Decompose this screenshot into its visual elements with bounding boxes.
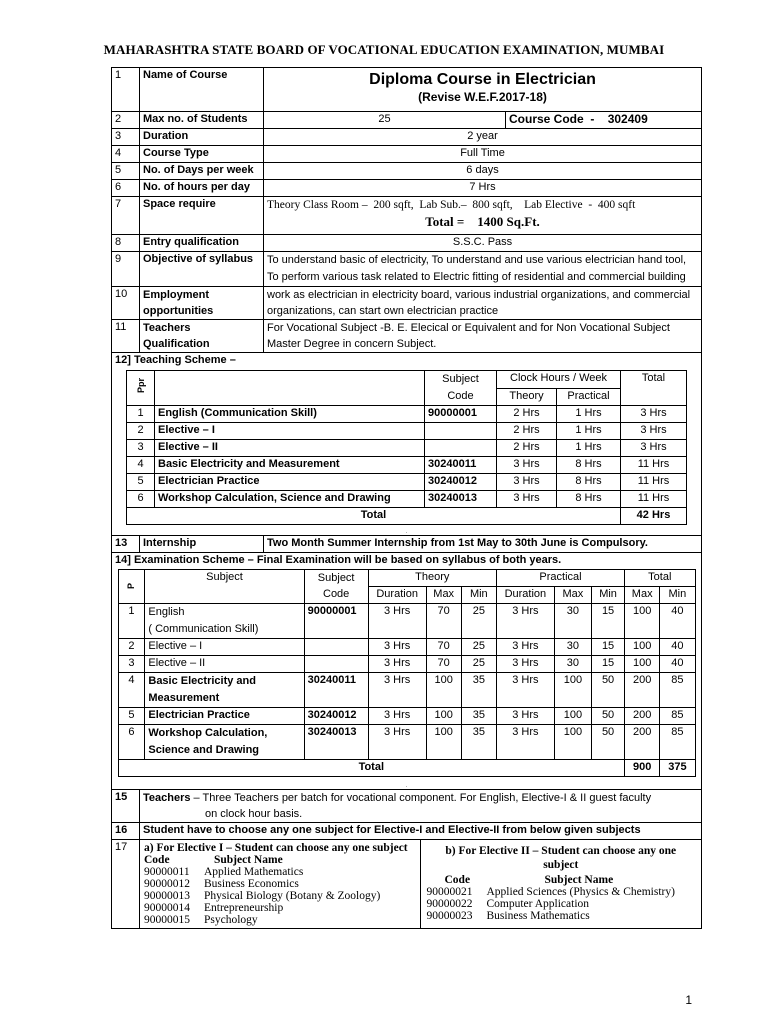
teaching-row: 2 Elective – I 2 Hrs 1 Hrs 3 Hrs <box>127 423 687 440</box>
row-course-name: 1 Name of Course Diploma Course in Electrician (Revise W.E.F.2017-18) <box>112 68 702 112</box>
elective-item: 90000015 Psychology <box>144 914 258 926</box>
document-header: MAHARASHTRA STATE BOARD OF VOCATIONAL EDUCATION EXAMINATION, MUMBAI <box>103 42 665 57</box>
row-elective-note: 16 Student have to choose any one subject for Elective-I and Elective-II from below given subjects <box>112 823 702 840</box>
row-employment: 10 Employment opportunities work as electrician in electricity board, various industrial organizations, and commercial organizations, can start own electrician practice <box>112 287 702 320</box>
row-teaching-scheme <box>112 353 702 536</box>
elective-i-list: a) For Elective I – Student can choose any one subject Code Subject Name 90000011 Applied Mathematics 90000012 Business Economics 90000013 Physical Biology (Botany & Zoology) 90000014 Entrepreneurship 90000015 Psychology <box>140 840 420 928</box>
course-code: Course Code - 302409 <box>506 112 702 129</box>
elective-item: 90000022 Computer Application <box>426 898 590 910</box>
exam-row: 1 English ( Communication Skill) 90000001 3 Hrs 70 25 3 Hrs 30 15 100 40 <box>118 604 695 639</box>
row-internship: 13 Internship Two Month Summer Internship from 1st May to 30th June is Compulsory. <box>112 536 702 553</box>
teaching-row: 1 English (Communication Skill) 90000001 2 Hrs 1 Hrs 3 Hrs <box>127 406 687 423</box>
row-course-type: 4 Course Type Full Time <box>112 146 702 163</box>
course-revision: (Revise W.E.F.2017-18) <box>418 90 547 104</box>
teaching-heading: 12] Teaching Scheme – <box>115 354 236 366</box>
elective-ii-list: b) For Elective II – Student can choose any one subject Code Subject Name 90000021 Applied Sciences (Physics & Chemistry) 90000022 Computer Application 90000023 Business Mathematics <box>420 840 701 928</box>
course-table <box>111 67 702 929</box>
exam-row: 6 Workshop Calculation, Science and Drawing 30240013 3 Hrs 100 35 3 Hrs 100 50 200 85 <box>118 725 695 760</box>
electives-table <box>140 840 701 928</box>
teaching-header: Ppr Subject Code Clock Hours / Week Total <box>127 371 687 389</box>
row-exam-scheme <box>112 553 702 790</box>
elective-item: 90000023 Business Mathematics <box>426 910 590 922</box>
space-total: Total = 1400 Sq.Ft. <box>425 214 540 229</box>
row-days-per-week: 5 No. of Days per week 6 days <box>112 163 702 180</box>
teaching-total-row: Total 42 Hrs <box>127 508 687 525</box>
exam-total-row: Total 900 375 <box>118 760 695 777</box>
elective-item: 90000014 Entrepreneurship <box>144 902 284 914</box>
elective-item: 90000021 Applied Sciences (Physics & Chemistry) <box>426 886 675 898</box>
exam-row: 3 Elective – II 3 Hrs 70 25 3 Hrs 30 15 100 40 <box>118 656 695 673</box>
teaching-row: 6 Workshop Calculation, Science and Drawing 30240013 3 Hrs 8 Hrs 11 Hrs <box>127 491 687 508</box>
teaching-row: 4 Basic Electricity and Measurement 30240011 3 Hrs 8 Hrs 11 Hrs <box>127 457 687 474</box>
row-teachers: 15 Teachers – Three Teachers per batch for vocational component. For English, Elective-I & II guest faculty on clock hour basis. <box>112 790 702 823</box>
row-hours-per-day: 6 No. of hours per day 7 Hrs <box>112 180 702 197</box>
exam-row: 4 Basic Electricity and Measurement 30240011 3 Hrs 100 35 3 Hrs 100 50 200 85 <box>118 673 695 708</box>
page-number: 1 <box>685 993 692 1007</box>
exam-header: P Subject Subject Code Theory Practical Total <box>118 570 695 587</box>
teaching-row: 3 Elective – II 2 Hrs 1 Hrs 3 Hrs <box>127 440 687 457</box>
course-title: Diploma Course in Electrician <box>369 71 596 88</box>
exam-table: P Subject Subject Code Theory Practical Total Duration Max Min Duration Max Min Max Min 1 English ( Communication Skill) 90000001 3 Hrs 70 25 3 Hrs 30 15 100 40 2 Elective – I 3 Hrs 70 25 3 Hrs 30 15 100 40 3 Elective – II 3 Hrs 70 25 3 Hrs 30 15 100 40 4 Basic Electricity and Measurement 30240011 3 Hrs 100 35 3 Hrs 100 50 200 85 5 Electrician Practice 30240012 3 Hrs 100 35 3 Hrs 100 50 200 85 6 Workshop Calculation, Science and Drawing 30240013 3 Hrs 100 35 3 Hrs 100 50 200 85 Total 900 375 <box>118 569 696 777</box>
exam-heading: 14] Examination Scheme – Final Examination will be based on syllabus of both years. <box>115 554 562 566</box>
row-electives: 17 a) For Elective I – Student can choose any one subject Code Subject Name 90000011 Applied Mathematics 90000012 Business Economics 90000013 Physical Biology (Botany & Zoology) 90000014 Entrepreneurship 90000015 Psychology b) For Elective II – Student can choose any one subject Code Subject Name 90000021 Applied Sciences (Physics & Chemistry) 90000022 Computer Application 90000023 Business Mathematics <box>112 840 702 929</box>
row-teachers-qualification: 11 Teachers Qualification For Vocational Subject -B. E. Elecical or Equivalent and for Non Vocational Subject Master Degree in concern Subject. <box>112 320 702 353</box>
teaching-row: 5 Electrician Practice 30240012 3 Hrs 8 Hrs 11 Hrs <box>127 474 687 491</box>
exam-row: 5 Electrician Practice 30240012 3 Hrs 100 35 3 Hrs 100 50 200 85 <box>118 708 695 725</box>
separator-dot: . <box>405 529 408 535</box>
teaching-table: Ppr Subject Code Clock Hours / Week Total Theory Practical 1 English (Communication Skill) 90000001 2 Hrs 1 Hrs 3 Hrs 2 Elective – I 2 Hrs 1 Hrs 3 Hrs 3 Elective – II 2 Hrs 1 Hrs 3 Hrs 4 Basic Electricity and Measurement 30240011 3 Hrs 8 Hrs 11 Hrs 5 Electrician Practice 30240012 3 Hrs 8 Hrs 11 Hrs 6 Workshop Calculation, Science and Drawing 30240013 3 Hrs 8 Hrs 11 Hrs Total 42 Hrs <box>126 370 687 525</box>
elective-item: 90000013 Physical Biology (Botany & Zoology) <box>144 890 381 902</box>
row-entry-qualification: 8 Entry qualification S.S.C. Pass <box>112 235 702 252</box>
row-space: 7 Space require Theory Class Room – 200 sqft, Lab Sub.– 800 sqft, Lab Elective - 400 sqft Total = 1400 Sq.Ft. <box>112 197 702 235</box>
separator-dot: . <box>405 783 408 789</box>
elective-item: 90000012 Business Economics <box>144 878 299 890</box>
row-objective: 9 Objective of syllabus To understand basic of electricity, To understand and use various electrician hand tool, To perform various task related to Electric fitting of residential and commercial building <box>112 252 702 287</box>
elective-item: 90000011 Applied Mathematics <box>144 866 304 878</box>
row-duration: 3 Duration 2 year <box>112 129 702 146</box>
row-max-students: 2 Max no. of Students 25 Course Code - 302409 <box>112 112 702 129</box>
exam-row: 2 Elective – I 3 Hrs 70 25 3 Hrs 30 15 100 40 <box>118 639 695 656</box>
